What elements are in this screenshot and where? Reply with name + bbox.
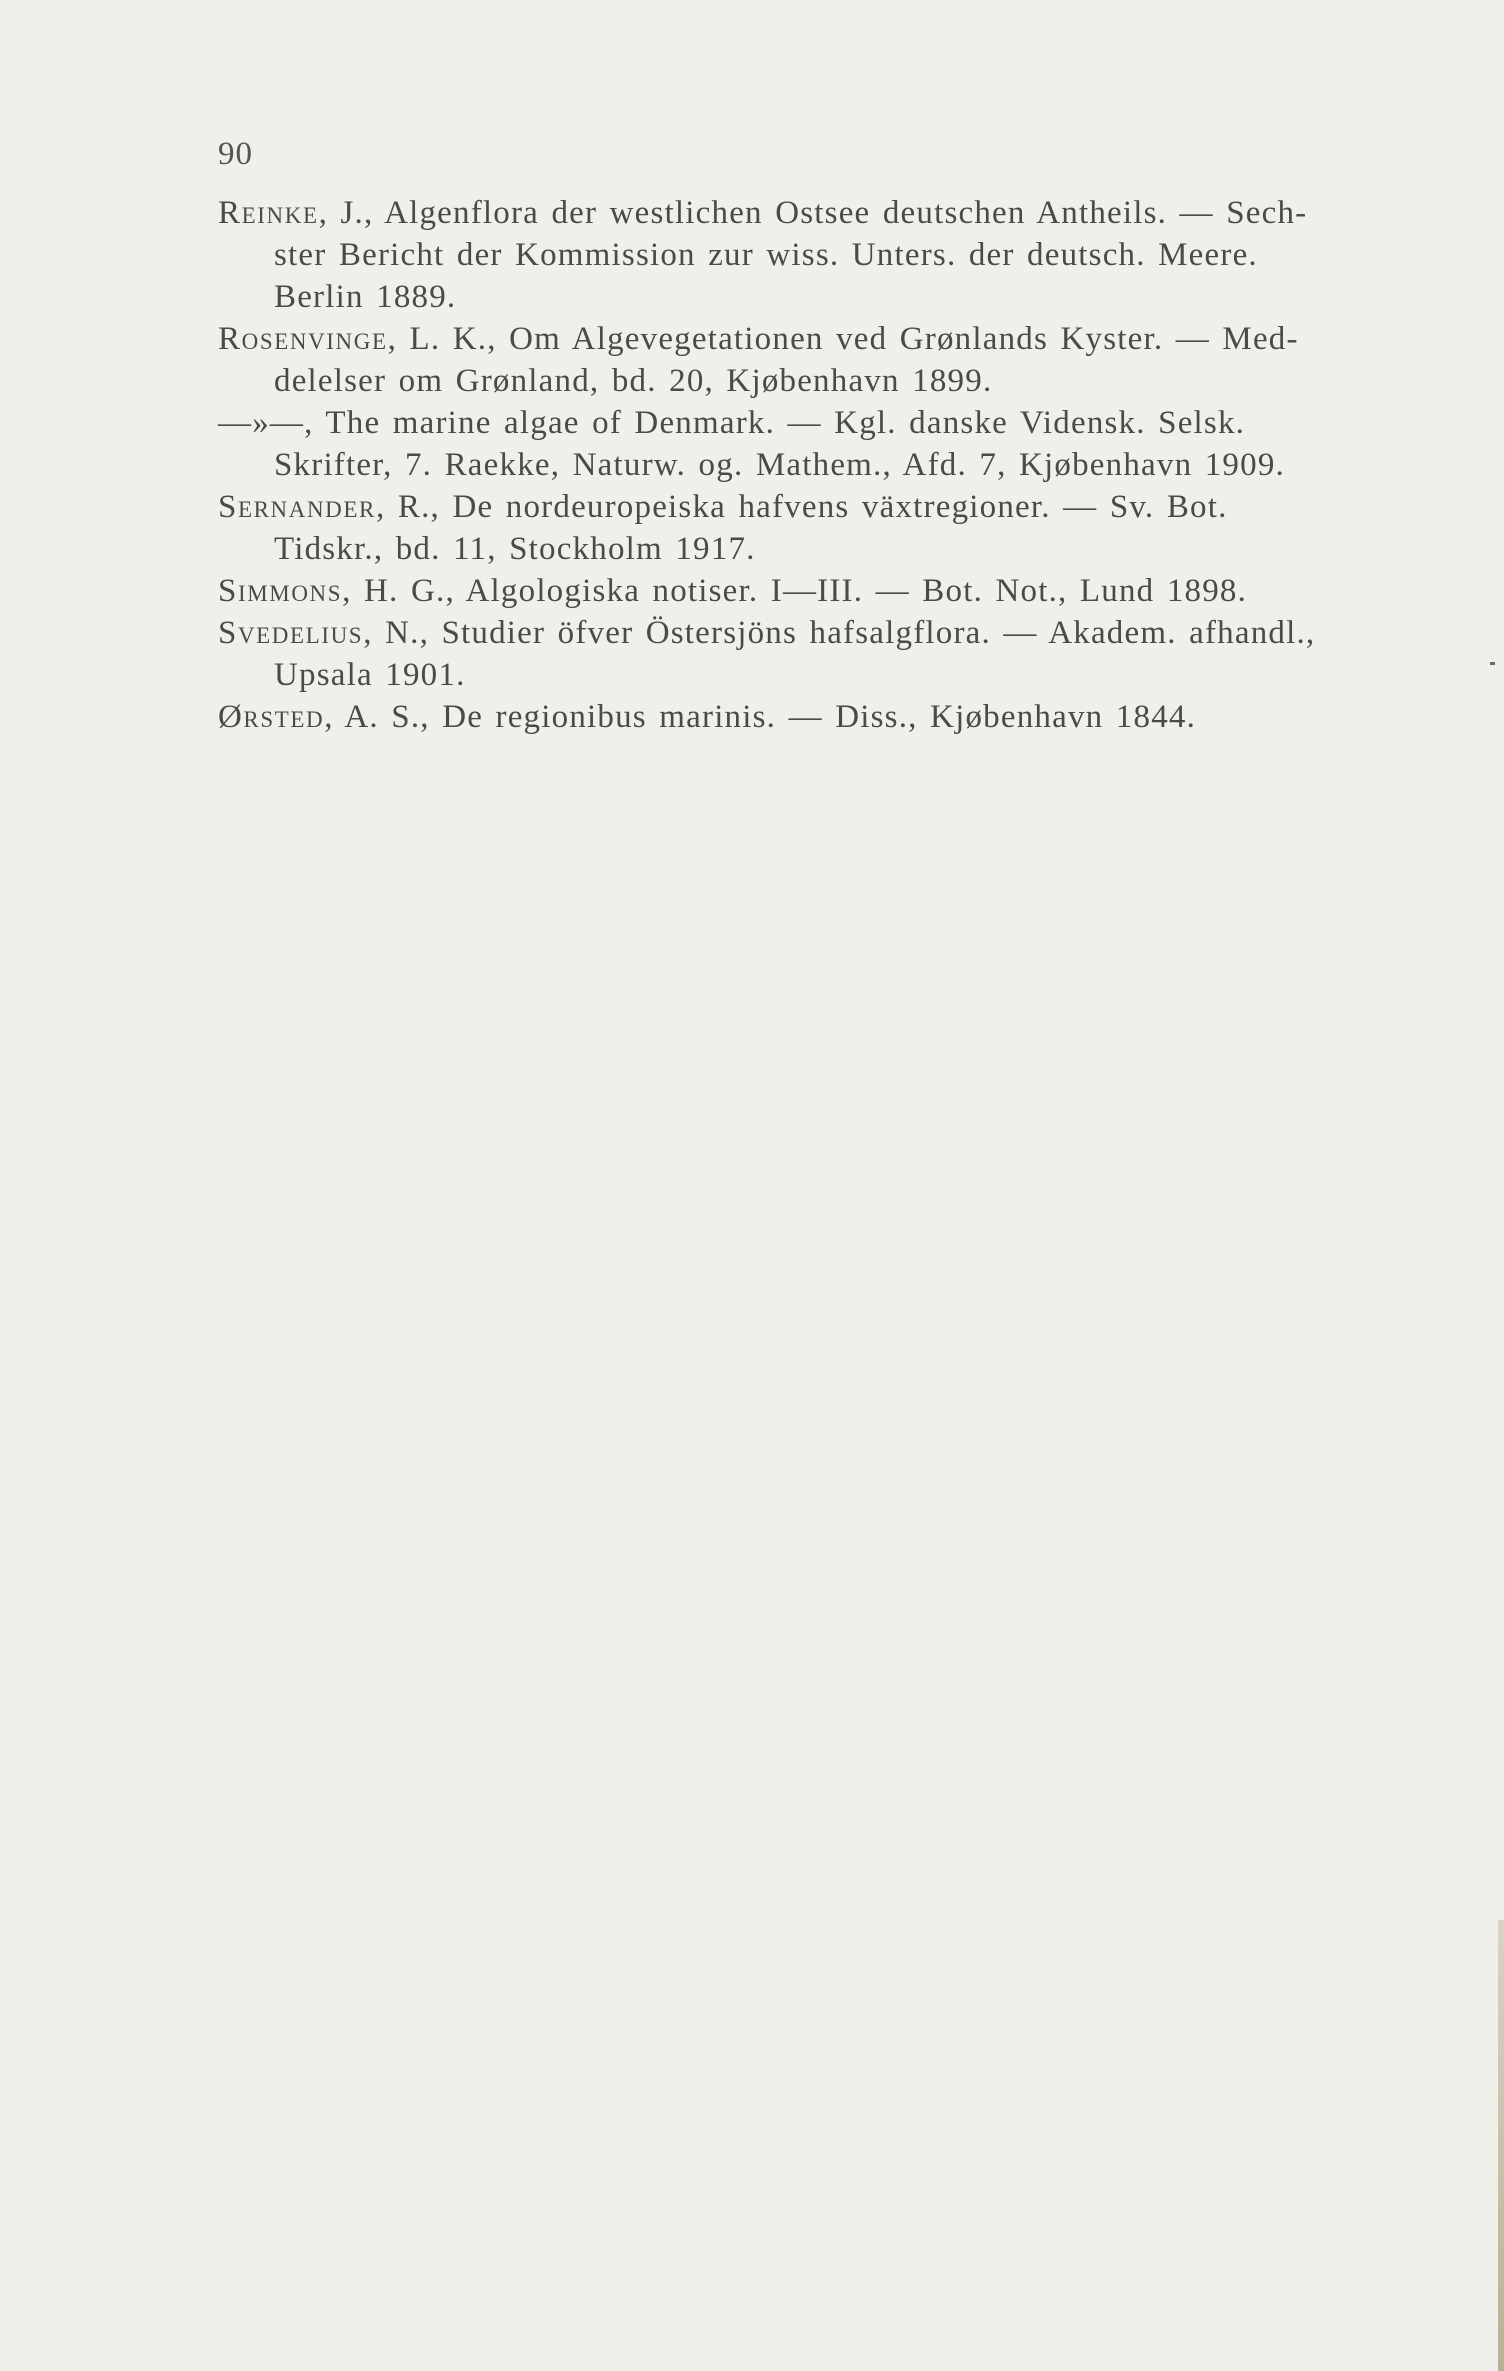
reference-text: —»—, The marine algae of Denmark. — Kgl. danske Vidensk. Selsk. (218, 405, 1246, 441)
reference-line: Berlin 1889. (274, 279, 457, 315)
reference-text: , J., Algenflora der westlichen Ostsee deutschen Antheils. — Sech- (318, 195, 1308, 231)
reference-entry (218, 402, 1448, 486)
reference-author: Simmons (218, 573, 343, 609)
reference-author: Sernander (218, 489, 376, 525)
reference-line: Upsala 1901. (274, 657, 466, 693)
reference-line (218, 192, 1448, 234)
reference-entry (218, 696, 1448, 738)
reference-line (218, 570, 1448, 612)
reference-line: Tidskr., bd. 11, Stockholm 1917. (274, 531, 756, 567)
reference-text: , H. G., Algologiska notiser. I—III. — Bot. Not., Lund 1898. (342, 573, 1248, 609)
page-edge-shadow (1498, 1920, 1504, 2371)
reference-text: , L. K., Om Algevegetationen ved Grønlands Kyster. — Med- (387, 321, 1299, 357)
reference-line: delelser om Grønland, bd. 20, Kjøbenhavn 1899. (274, 363, 993, 399)
page-number: 90 (218, 136, 253, 172)
reference-entry (218, 486, 1448, 570)
reference-line: Skrifter, 7. Raekke, Naturw. og. Mathem., Afd. 7, Kjøbenhavn 1909. (274, 447, 1285, 483)
reference-entry (218, 318, 1448, 402)
reference-author: Ørsted (218, 699, 325, 735)
reference-author: Rosenvinge (218, 321, 388, 357)
reference-list (218, 192, 1448, 738)
margin-mark (1490, 662, 1495, 665)
reference-entry (218, 612, 1448, 696)
reference-line: ster Bericht der Kommission zur wiss. Unters. der deutsch. Meere. (274, 237, 1258, 273)
reference-line (218, 402, 1448, 444)
reference-text: , N., Studier öfver Östersjöns hafsalgflora. — Akadem. afhandl., (363, 615, 1316, 651)
reference-entry (218, 192, 1448, 318)
reference-line (218, 318, 1448, 360)
reference-author: Reinke (218, 195, 319, 231)
reference-line (218, 612, 1448, 654)
reference-text: , A. S., De regionibus marinis. — Diss., Kjøbenhavn 1844. (324, 699, 1197, 735)
reference-line (218, 486, 1448, 528)
reference-author: Svedelius (218, 615, 364, 651)
reference-entry (218, 570, 1448, 612)
reference-text: , R., De nordeuropeiska hafvens växtregioner. — Sv. Bot. (375, 489, 1228, 525)
reference-line (218, 696, 1448, 738)
